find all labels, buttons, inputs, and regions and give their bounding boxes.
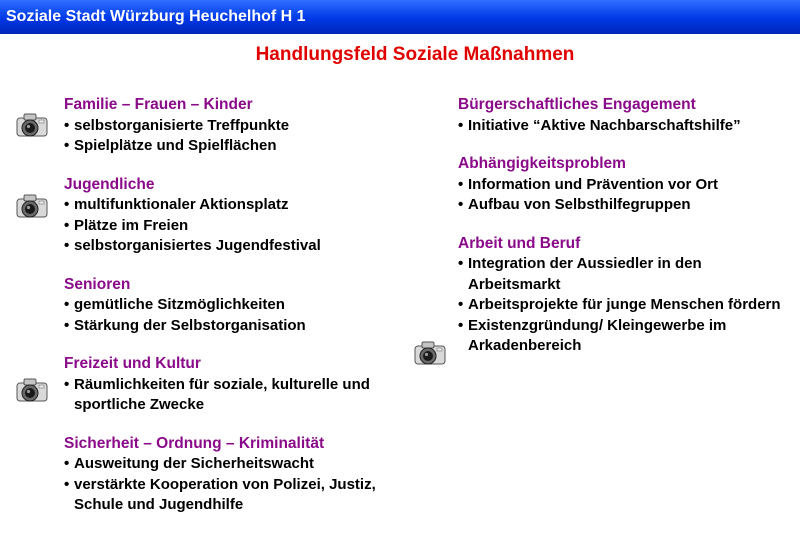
bullet: •: [64, 316, 70, 334]
bullet: •: [458, 316, 464, 334]
section-heading: Familie – Frauen – Kinder: [64, 96, 253, 113]
bullet: •: [458, 255, 464, 272]
bullet: •: [64, 137, 70, 154]
camera-icon: [16, 192, 48, 222]
section-heading: Sicherheit – Ordnung – Kriminalität: [64, 434, 325, 452]
list-item-text: Spielplätze und Spielflächen: [74, 137, 277, 154]
section-jugendliche: [64, 175, 444, 257]
list-item: [64, 295, 444, 316]
list-item: [64, 216, 444, 237]
list-item: [64, 375, 414, 416]
list-item-text: Integration der Aussiedler in den Arbeitsmarkt: [468, 255, 702, 293]
bullet: •: [64, 375, 70, 393]
section-heading: Abhängigkeitsproblem: [458, 155, 626, 172]
section-heading: Jugendliche: [64, 175, 155, 193]
list-item-text: multifunktionaler Aktionsplatz: [74, 196, 289, 213]
section-familie: [64, 95, 444, 157]
list-item: [64, 475, 424, 516]
list-item-text: selbstorganisiertes Jugendfestival: [74, 237, 321, 254]
section-heading: Arbeit und Beruf: [458, 234, 581, 252]
right-column: [458, 95, 798, 375]
section-abhaengigkeit: [458, 154, 798, 216]
list-item-text: Initiative “Aktive Nachbarschaftshilfe”: [468, 116, 741, 134]
bullet: •: [458, 296, 464, 313]
section-sicherheit: [64, 434, 444, 516]
list-item: [458, 316, 788, 357]
list-item-text: Arbeitsprojekte für junge Menschen fördern: [468, 296, 781, 313]
list-item: [458, 295, 783, 316]
list-item-text: Stärkung der Selbstorganisation: [74, 316, 306, 334]
list-item: [458, 254, 768, 295]
list-item: [64, 136, 444, 157]
list-item-text: Information und Prävention vor Ort: [468, 175, 719, 193]
list-item-text: Räumlichkeiten für soziale, kulturelle und sportliche Zwecke: [74, 375, 370, 413]
camera-icon: [16, 111, 48, 141]
list-item-text: selbstorganisierte Treffpunkte: [74, 116, 290, 134]
left-column: [64, 95, 444, 534]
section-freizeit: [64, 354, 444, 416]
bullet: •: [458, 175, 464, 193]
list-item-text: Plätze im Freien: [74, 216, 189, 234]
section-senioren: [64, 275, 444, 337]
bullet: •: [64, 237, 70, 254]
list-item: [64, 454, 444, 475]
list-item-text: Existenzgründung/ Kleingewerbe im Arkadenbereich: [468, 316, 727, 354]
list-item: [64, 116, 444, 137]
bullet: •: [64, 116, 70, 134]
list-item-text: verstärkte Kooperation von Polizei, Justiz, Schule und Jugendhilfe: [74, 475, 376, 513]
section-engagement: [458, 95, 798, 136]
bullet: •: [64, 216, 70, 234]
section-heading: Freizeit und Kultur: [64, 355, 201, 372]
section-heading: Senioren: [64, 275, 131, 293]
camera-icon: [16, 376, 48, 406]
bullet: •: [64, 196, 70, 213]
bullet: •: [458, 116, 464, 134]
list-item: [458, 175, 798, 196]
bullet: •: [64, 455, 70, 472]
section-heading: Bürgerschaftliches Engagement: [458, 96, 696, 113]
camera-icon: [414, 339, 446, 369]
bullet: •: [64, 475, 70, 493]
list-item: [64, 236, 444, 257]
list-item: [458, 195, 798, 216]
page-title: Handlungsfeld Soziale Maßnahmen: [255, 44, 575, 65]
header-banner: [0, 0, 800, 34]
list-item-text: Ausweitung der Sicherheitswacht: [74, 455, 315, 472]
list-item: [64, 316, 444, 337]
list-item: [458, 116, 798, 137]
list-item-text: gemütliche Sitzmöglichkeiten: [74, 296, 285, 313]
list-item: [64, 195, 444, 216]
banner-title: Soziale Stadt Würzburg Heuchelhof H 1: [6, 8, 306, 25]
bullet: •: [458, 196, 464, 213]
section-arbeit: [458, 234, 798, 357]
list-item-text: Aufbau von Selbsthilfegruppen: [468, 196, 691, 213]
bullet: •: [64, 296, 70, 313]
